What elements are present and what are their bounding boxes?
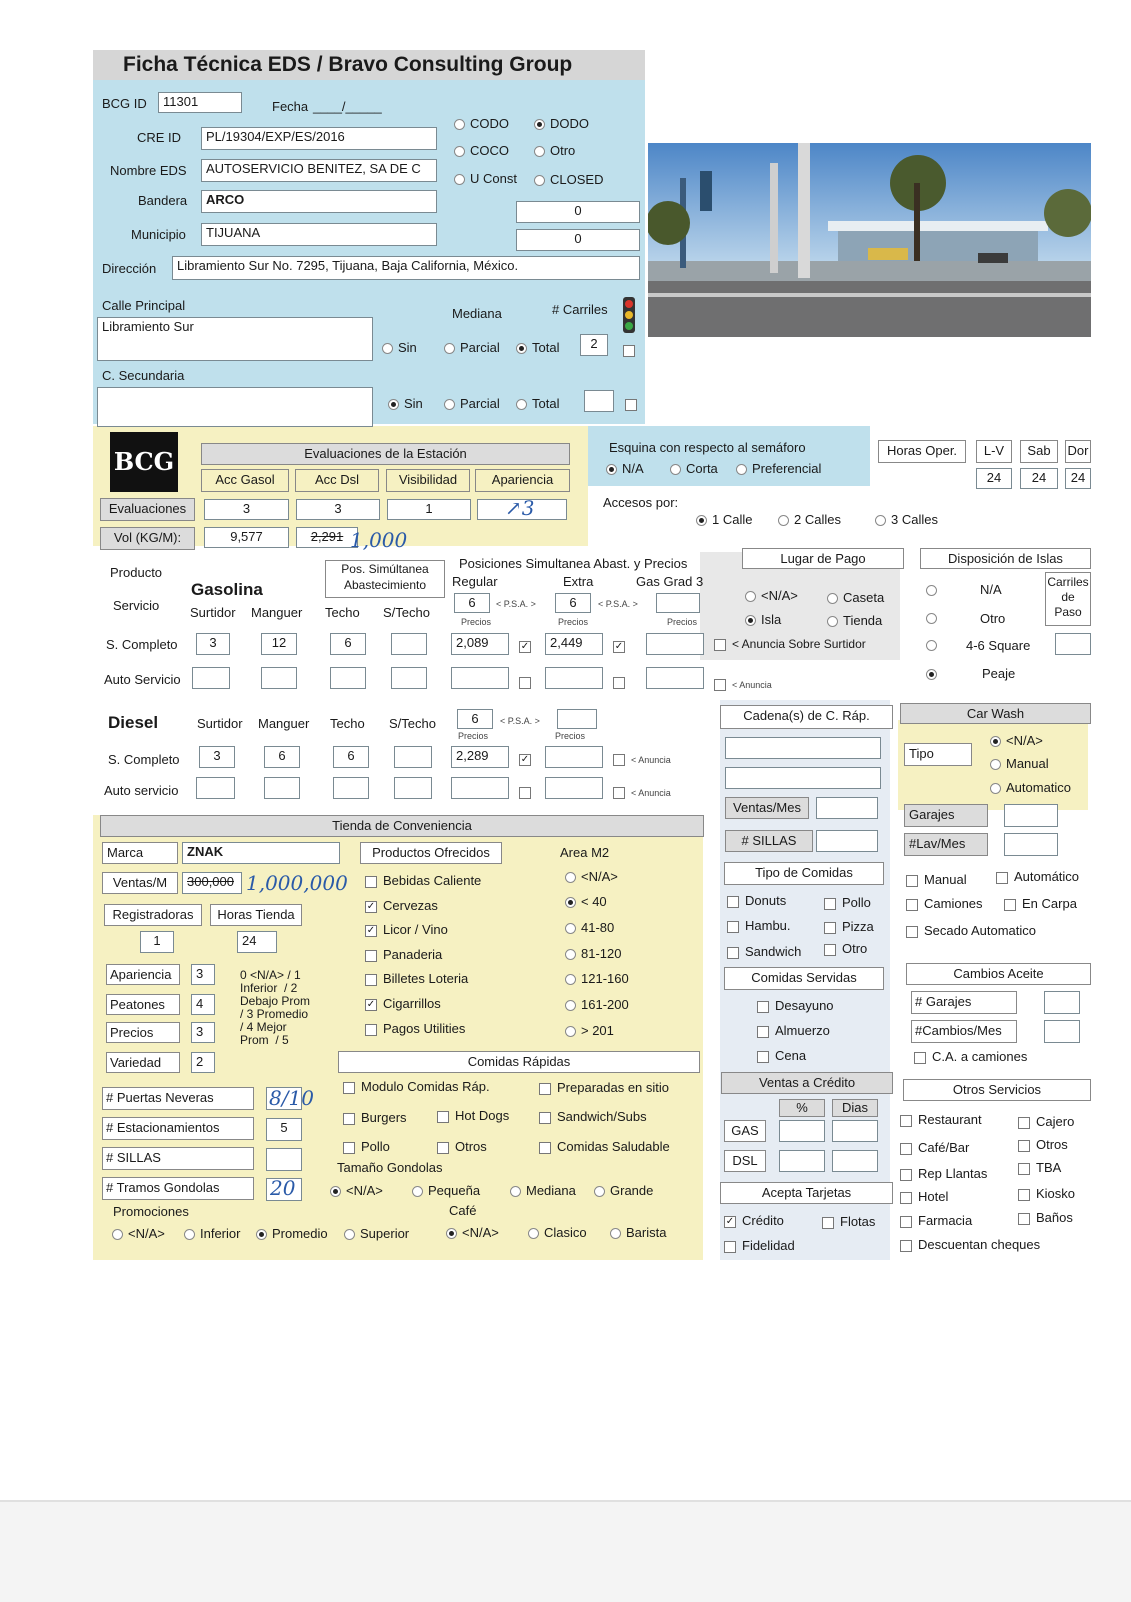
mediana-label: Mediana: [452, 306, 502, 321]
otros-restaurant-option[interactable]: Restaurant: [900, 1112, 982, 1127]
tipo-pollo-option[interactable]: Pollo: [824, 895, 871, 910]
cafe-na-option[interactable]: <N/A>: [446, 1225, 499, 1240]
gas-as-stecho[interactable]: [391, 667, 427, 689]
vol-gas-value[interactable]: 9,577: [204, 527, 289, 548]
number-field-1[interactable]: 0: [516, 201, 640, 223]
servicio-label: Servicio: [113, 598, 160, 613]
pos-prices-header: Posiciones Simultanea Abast. y Precios: [459, 556, 688, 571]
precios-label-1: Precios: [461, 617, 492, 627]
cafe-barista-option[interactable]: Barista: [610, 1225, 666, 1240]
tipo-option-dodo[interactable]: DODO: [534, 116, 589, 131]
cr-modulo-option[interactable]: Modulo Comidas Ráp.: [343, 1079, 490, 1094]
esquina-na-option[interactable]: N/A: [606, 461, 644, 476]
dsl-techo-col: Techo: [330, 716, 365, 731]
cadena-field-1[interactable]: [725, 737, 881, 759]
dsl-sc-anuncia-2[interactable]: < Anuncia: [613, 751, 671, 766]
gas-as-techo[interactable]: [330, 667, 366, 689]
dsl-stecho-col: S/Techo: [389, 716, 436, 731]
cambios-mes-field[interactable]: [1044, 1020, 1080, 1043]
acc-dsl-value[interactable]: 3: [296, 499, 380, 520]
carriles-checkbox[interactable]: [623, 342, 641, 357]
carriles-field[interactable]: 2: [580, 334, 608, 356]
estacionamientos-field[interactable]: 5: [266, 1118, 302, 1141]
calle-secundaria-label: C. Secundaria: [102, 368, 185, 383]
dsl-surtidor-col: Surtidor: [197, 716, 243, 731]
ventas-label: Ventas/M: [102, 872, 178, 894]
gondolas-mediana-option[interactable]: Mediana: [510, 1183, 576, 1198]
bcg-logo: BCG: [110, 432, 178, 492]
accesos-label: Accesos por:: [603, 495, 679, 510]
puertas-handwritten: 8/10: [269, 1086, 314, 1110]
rating-precios-label: Precios: [106, 1022, 180, 1043]
apariencia-col: Apariencia: [475, 469, 570, 492]
puertas-label: # Puertas Neveras: [102, 1087, 254, 1110]
horas-sab-label: Sab: [1020, 440, 1058, 463]
cr-preparadas-option[interactable]: Preparadas en sitio: [539, 1080, 669, 1095]
tarjeta-fidelidad-option[interactable]: Fidelidad: [724, 1238, 795, 1253]
gas-sc-regular-anuncia[interactable]: ✓: [520, 640, 530, 652]
tipo-otro-option[interactable]: Otro: [824, 941, 867, 956]
horas-dom-value[interactable]: 24: [1065, 468, 1091, 489]
esquina-preferencial-option[interactable]: Preferencial: [736, 461, 821, 476]
producto-pagos-option[interactable]: Pagos Utilities: [365, 1021, 465, 1036]
promo-inferior-option[interactable]: Inferior: [184, 1226, 240, 1241]
tienda-sillas-field[interactable]: [266, 1148, 302, 1171]
otros-cafebar-option[interactable]: Café/Bar: [900, 1140, 969, 1155]
gas-s-completo-label: S. Completo: [106, 637, 178, 652]
credito-pct-label: %: [779, 1099, 825, 1117]
pos-grad3-field[interactable]: [656, 593, 700, 613]
gas-as-surtidor[interactable]: [192, 667, 230, 689]
evaluaciones-header: Evaluaciones de la Estación: [201, 443, 570, 465]
dsl-as-surtidor[interactable]: [196, 777, 235, 799]
secundaria-total-option[interactable]: Total: [516, 396, 559, 411]
tipo-hambu-option[interactable]: Hambu.: [727, 918, 791, 933]
cre-id-label: CRE ID: [137, 130, 182, 145]
rating-precios-value[interactable]: 3: [191, 1022, 215, 1043]
otros-kiosko-option[interactable]: Kiosko: [1018, 1186, 1075, 1201]
gas-as-grad3-anuncia[interactable]: < Anuncia: [714, 676, 772, 691]
pago-isla-option[interactable]: Isla: [745, 612, 781, 627]
principal-parcial-option[interactable]: Parcial: [444, 340, 500, 355]
tipo-donuts-option[interactable]: Donuts: [727, 893, 786, 908]
cambios-camiones-check[interactable]: C.A. a camiones: [914, 1049, 1027, 1064]
horas-tienda-field[interactable]: 24: [237, 931, 277, 953]
calle-secundaria-field[interactable]: [97, 387, 373, 427]
carriles-paso-field[interactable]: [1055, 633, 1091, 655]
cadena-ventas-field[interactable]: [816, 797, 878, 819]
islas-header: Disposición de Islas: [920, 548, 1091, 569]
gas-sc-extra-anuncia[interactable]: ✓: [614, 640, 624, 652]
servidas-cena-option[interactable]: Cena: [757, 1048, 806, 1063]
psa-label-2: < P.S.A. >: [598, 599, 638, 609]
servidas-desayuno-option[interactable]: Desayuno: [757, 998, 834, 1013]
area-121-160-option[interactable]: 121-160: [565, 971, 629, 986]
gas-as-regular-price[interactable]: [451, 667, 509, 689]
number-field-2[interactable]: 0: [516, 229, 640, 251]
cr-pollo-option[interactable]: Pollo: [343, 1139, 390, 1154]
acc-dsl-col: Acc Dsl: [295, 469, 379, 492]
dsl-psa-label: < P.S.A. >: [500, 716, 540, 726]
apariencia-handwritten: ↗3: [505, 496, 535, 520]
pos-extra-field[interactable]: 6: [555, 593, 591, 613]
ventas-field[interactable]: 300,000: [182, 872, 242, 894]
promo-promedio-option[interactable]: Promedio: [256, 1226, 328, 1241]
dsl-precios-label-1: Precios: [458, 731, 489, 741]
rating-scale-legend: 0 <N/A> / 1 Inferior / 2 Debajo Prom / 3 Promedio / 4 Mejor Prom / 5: [240, 968, 311, 1047]
vol-label: Vol (KG/M):: [100, 527, 195, 550]
municipio-field[interactable]: TIJUANA: [201, 223, 437, 246]
otros-cheques-option[interactable]: Descuentan cheques: [900, 1237, 1040, 1252]
tipo-comidas-header: Tipo de Comidas: [724, 862, 884, 885]
gas-sc-grad3-anuncia[interactable]: < Anuncia Sobre Surtidor: [714, 636, 866, 651]
direccion-field[interactable]: Libramiento Sur No. 7295, Tijuana, Baja California, México.: [172, 256, 640, 280]
carriles-label: # Carriles: [552, 302, 608, 317]
acc-gasol-value[interactable]: 3: [204, 499, 289, 520]
principal-total-option[interactable]: Total: [516, 340, 559, 355]
islas-square-label: 4-6 Square: [966, 638, 1031, 653]
dsl-auto-servicio-label: Auto servicio: [104, 783, 179, 798]
cre-id-field[interactable]: PL/19304/EXP/ES/2016: [201, 127, 437, 150]
horas-lv-value[interactable]: 24: [976, 468, 1012, 489]
credito-gas-pct[interactable]: [779, 1120, 825, 1142]
pago-caseta-option[interactable]: Caseta: [827, 590, 884, 605]
dsl-as-techo[interactable]: [333, 777, 369, 799]
dsl-pos-field[interactable]: 6: [457, 709, 493, 729]
comidas-rapidas-header: Comidas Rápidas: [338, 1051, 700, 1073]
area-81-120-option[interactable]: 81-120: [565, 946, 621, 961]
direccion-label: Dirección: [102, 261, 157, 276]
area-na-option[interactable]: <N/A>: [565, 869, 618, 884]
gas-sc-grad3-price[interactable]: [646, 633, 704, 655]
gas-as-extra-price[interactable]: [545, 667, 603, 689]
secundaria-carriles-field[interactable]: [584, 390, 614, 412]
carwash-automatico-check[interactable]: Automático: [996, 869, 1079, 884]
area-40-option[interactable]: < 40: [565, 894, 607, 909]
registradoras-label: Registradoras: [104, 904, 202, 926]
islas-otro-radio[interactable]: [926, 610, 942, 625]
marca-field[interactable]: ZNAK: [182, 842, 340, 864]
dsl-as-anuncia-2[interactable]: < Anuncia: [613, 784, 671, 799]
horas-dom-label: Dor: [1065, 440, 1091, 463]
producto-cigarrillos-option[interactable]: ✓ Cigarrillos: [366, 996, 441, 1011]
gas-stecho-col: S/Techo: [383, 605, 430, 620]
pago-na-option[interactable]: <N/A>: [745, 588, 798, 603]
dsl-as-price[interactable]: [451, 777, 509, 799]
producto-panaderia-option[interactable]: Panaderia: [365, 947, 442, 962]
rating-variedad-value[interactable]: 2: [191, 1052, 215, 1073]
islas-otro-label: Otro: [980, 611, 1006, 626]
cambios-garajes-label: # Garajes: [911, 991, 1017, 1014]
bcg-id-label: BCG ID: [102, 96, 147, 111]
cambios-mes-label: #Cambios/Mes: [911, 1020, 1017, 1043]
tipo-option-codo[interactable]: CODO: [454, 116, 509, 131]
cafe-label: Café: [449, 1203, 477, 1218]
scan-bottom-edge: [0, 1500, 1131, 1602]
precios-label-2: Precios: [558, 617, 589, 627]
islas-square-radio[interactable]: [926, 637, 942, 652]
gas-station-photo: [648, 143, 1091, 337]
rating-variedad-label: Variedad: [106, 1052, 180, 1073]
producto-bebidas-option[interactable]: Bebidas Caliente: [365, 873, 481, 888]
promo-na-option[interactable]: <N/A>: [112, 1226, 165, 1241]
esquina-corta-option[interactable]: Corta: [670, 461, 718, 476]
gondolas-grande-option[interactable]: Grande: [594, 1183, 653, 1198]
gas-sc-regular-price[interactable]: 2,089: [451, 633, 509, 655]
vol-dsl-handwritten: 1,000: [350, 528, 408, 552]
carwash-lav-field[interactable]: [1004, 833, 1058, 856]
pos-sim-header: Pos. Simúltanea Abastecimiento: [325, 560, 445, 598]
credito-header: Ventas a Crédito: [721, 1072, 893, 1094]
accesos-1calle-option[interactable]: 1 Calle: [696, 512, 752, 527]
psa-label-1: < P.S.A. >: [496, 599, 536, 609]
fecha-label: Fecha: [272, 99, 309, 114]
grad3-label: Gas Grad 3: [636, 574, 704, 589]
carwash-garajes-label: Garajes: [904, 804, 988, 827]
gondolas-count-handwritten: 20: [270, 1176, 296, 1200]
evaluaciones-row-label: Evaluaciones: [100, 498, 195, 521]
dsl-as-stecho[interactable]: [394, 777, 432, 799]
tipo-option-coco[interactable]: COCO: [454, 143, 509, 158]
carwash-manual-option[interactable]: Manual: [990, 756, 1049, 771]
bcg-id-field[interactable]: 11301: [158, 92, 242, 113]
servidas-almuerzo-option[interactable]: Almuerzo: [757, 1023, 830, 1038]
carwash-tipo-label: Tipo: [904, 743, 972, 766]
secundaria-checkbox[interactable]: [625, 396, 643, 411]
cadena-sillas-label: # SILLAS: [725, 830, 813, 852]
vol-dsl-value[interactable]: 2,291: [296, 527, 358, 548]
dsl-manguer-col: Manguer: [258, 716, 310, 731]
gas-as-manguer[interactable]: [261, 667, 297, 689]
gondolas-na-option[interactable]: <N/A>: [330, 1183, 383, 1198]
gas-manguer-col: Manguer: [251, 605, 303, 620]
tipo-option-closed[interactable]: CLOSED: [534, 172, 603, 187]
otros-llantas-option[interactable]: Rep Llantas: [900, 1166, 987, 1181]
cr-otros-option[interactable]: Otros: [437, 1139, 487, 1154]
municipio-label: Municipio: [131, 227, 186, 242]
registradoras-field[interactable]: 1: [140, 931, 174, 953]
cr-hotdogs-option[interactable]: Hot Dogs: [437, 1108, 509, 1123]
acc-gasol-col: Acc Gasol: [201, 469, 289, 492]
nombre-label: Nombre EDS: [110, 163, 187, 178]
producto-licor-option[interactable]: ✓ Licor / Vino: [366, 922, 448, 937]
accesos-3calles-option[interactable]: 3 Calles: [875, 512, 938, 527]
gas-sc-techo[interactable]: 6: [330, 633, 366, 655]
credito-gas-label: GAS: [724, 1120, 766, 1142]
bandera-label: Bandera: [138, 193, 188, 208]
carwash-lav-label: #Lav/Mes: [904, 833, 988, 856]
extra-label: Extra: [563, 574, 594, 589]
credito-gas-dias[interactable]: [832, 1120, 878, 1142]
gas-sc-surtidor[interactable]: 3: [196, 633, 230, 655]
carwash-carpa-check[interactable]: En Carpa: [1004, 896, 1077, 911]
otros-farmacia-option[interactable]: Farmacia: [900, 1213, 972, 1228]
gas-as-extra-anuncia[interactable]: [613, 674, 631, 689]
cadena-ventas-label: Ventas/Mes: [725, 797, 809, 819]
promo-superior-option[interactable]: Superior: [344, 1226, 409, 1241]
tarjetas-header: Acepta Tarjetas: [720, 1182, 893, 1204]
rating-apariencia-label: Apariencia: [106, 964, 180, 985]
carwash-header: Car Wash: [900, 703, 1091, 724]
gas-auto-servicio-label: Auto Servicio: [104, 672, 181, 687]
carwash-automatico-option[interactable]: Automatico: [990, 780, 1071, 795]
dsl-sc-techo[interactable]: 6: [333, 746, 369, 768]
cadena-sillas-field[interactable]: [816, 830, 878, 852]
nombre-field[interactable]: AUTOSERVICIO BENITEZ, SA DE C: [201, 159, 437, 182]
tipo-option-uconst[interactable]: U Const: [454, 171, 517, 186]
dsl-s-completo-label: S. Completo: [108, 752, 180, 767]
cambios-header: Cambios Aceite: [906, 963, 1091, 985]
gas-sc-manguer[interactable]: 12: [261, 633, 297, 655]
dsl-sc-stecho[interactable]: [394, 746, 432, 768]
diesel-label: Diesel: [108, 713, 159, 732]
dsl-sc-manguer[interactable]: 6: [264, 746, 300, 768]
gondolas-count-label: # Tramos Gondolas: [102, 1177, 254, 1200]
dsl-precios-label-2: Precios: [555, 731, 586, 741]
tarjeta-flotas-option[interactable]: Flotas: [822, 1214, 875, 1229]
dsl-as-price-2[interactable]: [545, 777, 603, 799]
credito-dias-label: Dias: [832, 1099, 878, 1117]
cadena-field-2[interactable]: [725, 767, 881, 789]
dsl-as-anuncia[interactable]: [519, 784, 537, 799]
credito-dsl-pct[interactable]: [779, 1150, 825, 1172]
tipo-pizza-option[interactable]: Pizza: [824, 919, 874, 934]
pos-regular-field[interactable]: 6: [454, 593, 490, 613]
regular-label: Regular: [452, 574, 498, 589]
cafe-clasico-option[interactable]: Clasico: [528, 1225, 587, 1240]
ventas-handwritten: 1,000,000: [246, 871, 348, 895]
cr-saludable-option[interactable]: Comidas Saludable: [539, 1139, 670, 1154]
horas-lv-label: L-V: [976, 440, 1012, 463]
gas-as-regular-anuncia[interactable]: [519, 674, 537, 689]
credito-dsl-label: DSL: [724, 1150, 766, 1172]
fecha-field[interactable]: ____/_____: [313, 99, 382, 114]
horas-tienda-label: Horas Tienda: [210, 904, 302, 926]
gasolina-label: Gasolina: [191, 580, 263, 599]
esquina-panel: [588, 426, 870, 486]
islas-peaje-radio[interactable]: [926, 666, 942, 681]
dsl-sc-price-2[interactable]: [545, 746, 603, 768]
marca-label: Marca: [102, 842, 178, 864]
cr-sandwich-option[interactable]: Sandwich/Subs: [539, 1109, 647, 1124]
calle-principal-label: Calle Principal: [102, 298, 186, 313]
dsl-sc-price[interactable]: 2,289: [451, 746, 509, 768]
calle-principal-field[interactable]: Libramiento Sur: [97, 317, 373, 361]
tarjeta-credito-option[interactable]: ✓ Crédito: [725, 1213, 784, 1228]
bandera-field[interactable]: ARCO: [201, 190, 437, 213]
gas-sc-extra-price[interactable]: 2,449: [545, 633, 603, 655]
rating-apariencia-value[interactable]: 3: [191, 964, 215, 985]
carwash-na-option[interactable]: <N/A>: [990, 733, 1043, 748]
cadena-header: Cadena(s) de C. Ráp.: [720, 705, 893, 729]
secundaria-sin-option[interactable]: Sin: [388, 396, 423, 411]
islas-peaje-label: Peaje: [982, 666, 1016, 681]
islas-na-label: N/A: [980, 582, 1002, 597]
esquina-label: Esquina con respecto al semáforo: [609, 440, 806, 455]
area-161-200-option[interactable]: 161-200: [565, 997, 629, 1012]
gas-surtidor-col: Surtidor: [190, 605, 236, 620]
tipo-sandwich-option[interactable]: Sandwich: [727, 944, 801, 959]
form-title: Ficha Técnica EDS / Bravo Consulting Group: [93, 50, 645, 80]
carwash-camiones-check[interactable]: Camiones: [906, 896, 983, 911]
rating-peatones-label: Peatones: [106, 994, 180, 1015]
principal-sin-option[interactable]: Sin: [382, 340, 417, 355]
gas-techo-col: Techo: [325, 605, 360, 620]
gondolas-size-label: Tamaño Gondolas: [337, 1160, 443, 1175]
horas-label: Horas Oper.: [878, 440, 966, 463]
area-201-option[interactable]: > 201: [565, 1023, 614, 1038]
accesos-2calles-option[interactable]: 2 Calles: [778, 512, 841, 527]
cambios-garajes-field[interactable]: [1044, 991, 1080, 1014]
pago-tienda-option[interactable]: Tienda: [827, 613, 882, 628]
producto-billetes-option[interactable]: Billetes Loteria: [365, 971, 468, 986]
promociones-label: Promociones: [113, 1204, 189, 1219]
otros-cajero-option[interactable]: Cajero: [1018, 1114, 1074, 1129]
carriles-paso-label: Carriles de Paso: [1045, 572, 1091, 626]
otros-tba-option[interactable]: TBA: [1018, 1160, 1061, 1175]
lugar-pago-header: Lugar de Pago: [742, 548, 904, 569]
gondolas-pequena-option[interactable]: Pequeña: [412, 1183, 480, 1198]
rating-peatones-value[interactable]: 4: [191, 994, 215, 1015]
dsl-sc-surtidor[interactable]: 3: [199, 746, 235, 768]
tipo-option-otro[interactable]: Otro: [534, 143, 575, 158]
carwash-secado-check[interactable]: Secado Automatico: [906, 923, 1036, 938]
dsl-as-manguer[interactable]: [264, 777, 300, 799]
producto-label: Producto: [110, 565, 163, 580]
traffic-light-icon: [618, 297, 640, 333]
carwash-garajes-field[interactable]: [1004, 804, 1058, 827]
comidas-servidas-header: Comidas Servidas: [724, 967, 884, 990]
precios-label-3: Precios: [667, 617, 698, 627]
islas-na-radio[interactable]: [926, 582, 942, 597]
area-label: Area M2: [560, 845, 610, 860]
visibilidad-col: Visibilidad: [386, 469, 470, 492]
producto-cervezas-option[interactable]: ✓ Cervezas: [366, 898, 438, 913]
productos-header: Productos Ofrecidos: [360, 842, 502, 864]
otros-banos-option[interactable]: Baños: [1018, 1210, 1073, 1225]
estacionamientos-label: # Estacionamientos: [102, 1117, 254, 1140]
gas-sc-stecho[interactable]: [391, 633, 427, 655]
cr-burgers-option[interactable]: Burgers: [343, 1110, 407, 1125]
otros-otros-option[interactable]: Otros: [1018, 1137, 1068, 1152]
gas-as-grad3-price[interactable]: [646, 667, 704, 689]
carwash-manual-check[interactable]: Manual: [906, 872, 967, 887]
horas-sab-value[interactable]: 24: [1020, 468, 1058, 489]
tienda-sillas-label: # SILLAS: [102, 1147, 254, 1170]
dsl-sc-anuncia[interactable]: ✓: [520, 753, 530, 765]
dsl-pos-field-2[interactable]: [557, 709, 597, 729]
tienda-header: Tienda de Conveniencia: [100, 815, 704, 837]
credito-dsl-dias[interactable]: [832, 1150, 878, 1172]
otros-hotel-option[interactable]: Hotel: [900, 1189, 948, 1204]
secundaria-parcial-option[interactable]: Parcial: [444, 396, 500, 411]
area-41-80-option[interactable]: 41-80: [565, 920, 614, 935]
visibilidad-value[interactable]: 1: [387, 499, 471, 520]
otros-header: Otros Servicios: [903, 1079, 1091, 1101]
